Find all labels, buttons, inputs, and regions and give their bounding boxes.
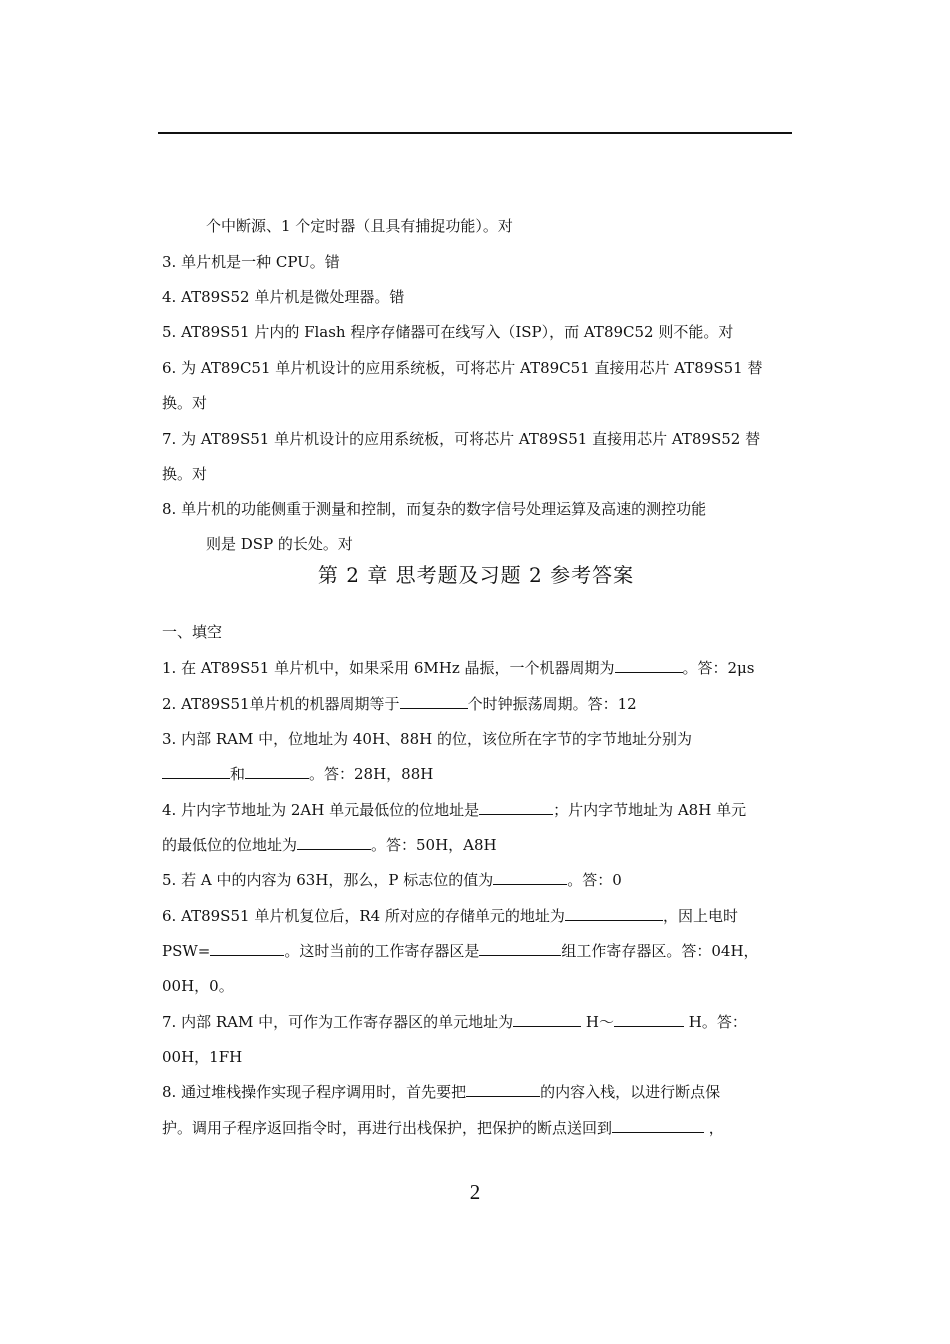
answer-blank bbox=[245, 764, 309, 779]
question-7: 7. 内部 RAM 中，可作为工作寄存器区的单元地址为 H～ H。答： bbox=[162, 1013, 747, 1031]
answer-blank bbox=[513, 1012, 581, 1027]
question-8-cont: 护。调用子程序返回指令时，再进行出栈保护，把保护的断点送回到 ， bbox=[162, 1119, 724, 1137]
text-line: 换。对 bbox=[162, 394, 208, 412]
answer-blank bbox=[466, 1082, 540, 1097]
answer-blank bbox=[565, 906, 663, 921]
answer-blank bbox=[612, 1118, 704, 1133]
answer-blank bbox=[493, 870, 567, 885]
chapter-title: 第 2 章 思考题及习题 2 参考答案 bbox=[317, 563, 635, 587]
answer-blank bbox=[479, 941, 561, 956]
answer-blank bbox=[615, 658, 683, 673]
text-line: 个中断源、1 个定时器（且具有捕捉功能）。对 bbox=[206, 217, 513, 235]
text-line: 5. AT89S51 片内的 Flash 程序存储器可在线写入（ISP），而 AT89C52 则不能。对 bbox=[162, 323, 734, 341]
answer-blank bbox=[297, 835, 371, 850]
question-5: 5. 若 A 中的内容为 63H，那么，P 标志位的值为 。答：0 bbox=[162, 871, 622, 889]
text-line: 换。对 bbox=[162, 465, 208, 483]
question-3-cont: 和 。答：28H，88H bbox=[162, 764, 433, 784]
text-line: 3. 单片机是一种 CPU。错 bbox=[162, 253, 340, 271]
question-1: 1. 在 AT89S51 单片机中，如果采用 6MHz 晶振，一个机器周期为 。答：2μs bbox=[162, 659, 755, 677]
text-line: 4. AT89S52 单片机是微处理器。错 bbox=[162, 288, 405, 306]
question-6-cont: 00H，0。 bbox=[162, 977, 234, 995]
question-3: 3. 内部 RAM 中，位地址为 40H、88H 的位，该位所在字节的字节地址分别为 bbox=[162, 730, 692, 748]
page-number: 2 bbox=[469, 1180, 481, 1204]
section-title: 一、填空 bbox=[162, 623, 223, 641]
text-line: 则是 DSP 的长处。对 bbox=[206, 535, 353, 553]
header-rule bbox=[158, 132, 792, 134]
answer-blank bbox=[162, 764, 230, 779]
text-line: 6. 为 AT89C51 单片机设计的应用系统板，可将芯片 AT89C51 直接用芯片 AT89S51 替 bbox=[162, 359, 763, 377]
answer-blank bbox=[479, 800, 553, 815]
text-line: 8. 单片机的功能侧重于测量和控制，而复杂的数字信号处理运算及高速的测控功能 bbox=[162, 500, 707, 518]
answer-blank bbox=[614, 1012, 684, 1027]
question-4-cont: 的最低位的位地址为 。答：50H，A8H bbox=[162, 836, 497, 854]
answer-blank bbox=[210, 941, 284, 956]
question-7-cont: 00H，1FH bbox=[162, 1048, 243, 1066]
question-6: 6. AT89S51 单片机复位后，R4 所对应的存储单元的地址为 ，因上电时 bbox=[162, 907, 738, 925]
text-line: 7. 为 AT89S51 单片机设计的应用系统板，可将芯片 AT89S51 直接用芯片 AT89S52 替 bbox=[162, 430, 761, 448]
question-6-cont: PSW= 。这时当前的工作寄存器区是 组工作寄存器区。答：04H， bbox=[162, 942, 759, 960]
question-2: 2. AT89S51单片机的机器周期等于 个时钟振荡周期。答：12 bbox=[162, 695, 637, 713]
question-8: 8. 通过堆栈操作实现子程序调用时，首先要把 的内容入栈，以进行断点保 bbox=[162, 1083, 721, 1101]
answer-blank bbox=[400, 694, 468, 709]
question-4: 4. 片内字节地址为 2AH 单元最低位的位地址是 ；片内字节地址为 A8H 单元 bbox=[162, 801, 747, 819]
